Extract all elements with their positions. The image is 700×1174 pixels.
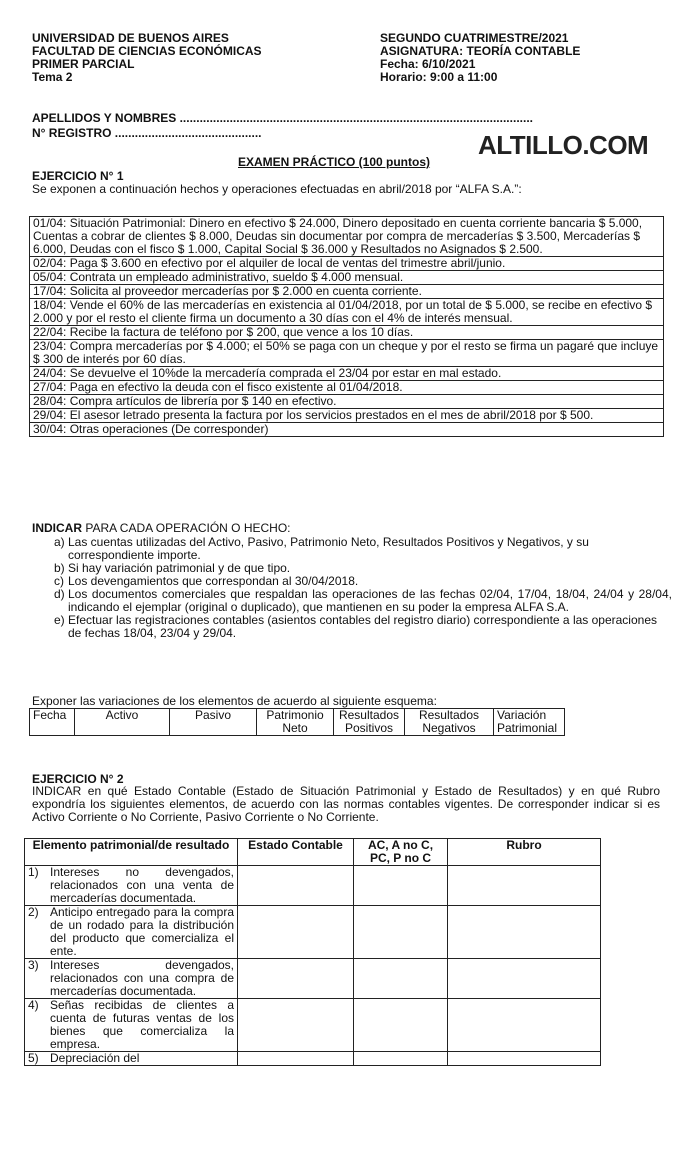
element-text: Señas recibidas de clientes a cuenta de futuras ventas de los bienes que comercializa la empresa. <box>50 998 234 1051</box>
item-text: Las cuentas utilizadas del Activo, Pasivo, Patrimonio Neto, Resultados Positivos y Negativos, y su correspondiente importe. <box>68 535 589 563</box>
scheme-col-date: Fecha <box>30 709 75 736</box>
answer-cell[interactable] <box>238 959 354 999</box>
exam-title: EXAMEN PRÁCTICO (100 puntos) <box>238 155 431 169</box>
element-cell <box>25 1052 238 1066</box>
list-item <box>32 588 672 614</box>
exercise-1-title: EJERCICIO N° 1 <box>32 169 124 183</box>
answer-cell[interactable] <box>448 999 601 1052</box>
scheme-col-patrimonial-variation: Variación Patrimonial <box>494 709 565 736</box>
list-item <box>32 614 672 640</box>
operation-row <box>30 423 664 437</box>
item-text: Efectuar las registraciones contables (asientos contables del registro diario) correspondiente a las operaciones de fechas 18/04, 23/04 y 29/04. <box>68 613 657 641</box>
operations-table <box>29 216 664 437</box>
operation-text: 28/04: Compra artículos de librería por $ 140 en efectivo. <box>30 395 664 409</box>
header-course-info <box>380 32 580 84</box>
table-row <box>25 1052 601 1066</box>
header-institution <box>32 32 262 84</box>
row-number: 1) <box>28 865 39 879</box>
element-cell <box>25 999 238 1052</box>
list-item <box>32 536 672 562</box>
operation-row <box>30 271 664 285</box>
row-number: 5) <box>28 1051 39 1065</box>
col-statement: Estado Contable <box>238 839 354 866</box>
operation-text: 18/04: Vende el 60% de las mercaderías en existencia al 01/04/2018, por un total de $ 5.000, se recibe en efectivo $ 2.000 y por el resto el cliente firma un documento a 30 días con el 4% de interés mensual. <box>30 299 664 326</box>
operation-text: 29/04: El asesor letrado presenta la factura por los servicios prestados en el mes de abril/2018 por $ 500. <box>30 409 664 423</box>
exercise-1-intro: Se exponen a continuación hechos y operaciones efectuadas en abril/2018 por “ALFA S.A.”: <box>32 182 522 196</box>
answer-cell[interactable] <box>354 1052 448 1066</box>
operation-row <box>30 326 664 340</box>
scheme-instruction: Exponer las variaciones de los elementos de acuerdo al siguiente esquema: <box>32 694 437 708</box>
header-date: Fecha: 6/10/2021 <box>380 57 476 71</box>
register-field: N° REGISTRO ............................................ <box>32 126 262 140</box>
operation-row <box>30 381 664 395</box>
instructions-keyword: INDICAR <box>32 521 82 535</box>
answer-cell[interactable] <box>238 866 354 906</box>
header-theme: Tema 2 <box>32 70 73 84</box>
col-rubro: Rubro <box>448 839 601 866</box>
operation-row <box>30 257 664 271</box>
operation-row <box>30 409 664 423</box>
operation-text: 24/04: Se devuelve el 10%de la mercadería comprada el 23/04 por estar en mal estado. <box>30 367 664 381</box>
scheme-col-liability: Pasivo <box>170 709 257 736</box>
operation-row <box>30 299 664 326</box>
header-exam-type: PRIMER PARCIAL <box>32 57 135 71</box>
item-letter: e) <box>54 613 65 628</box>
operation-text: 02/04: Paga $ 3.600 en efectivo por el alquiler de local de ventas del trimestre abril/junio. <box>30 257 664 271</box>
scheme-col-equity: Patrimonio Neto <box>257 709 334 736</box>
element-cell <box>25 906 238 959</box>
answer-cell[interactable] <box>354 866 448 906</box>
header-university: UNIVERSIDAD DE BUENOS AIRES <box>32 31 229 45</box>
table-row <box>25 866 601 906</box>
row-number: 2) <box>28 905 39 919</box>
answer-cell[interactable] <box>354 959 448 999</box>
answer-cell[interactable] <box>448 1052 601 1066</box>
col-classification: AC, A no C, PC, P no C <box>354 839 448 866</box>
operation-text: 17/04: Solicita al proveedor mercaderías por $ 2.000 en cuenta corriente. <box>30 285 664 299</box>
item-text: Los devengamientos que correspondan al 30/04/2018. <box>68 574 359 589</box>
instructions-heading-rest: PARA CADA OPERACIÓN O HECHO: <box>82 521 291 535</box>
table-row <box>25 999 601 1052</box>
operation-row <box>30 395 664 409</box>
item-letter: d) <box>54 587 65 602</box>
operation-row <box>30 367 664 381</box>
answer-cell[interactable] <box>238 1052 354 1066</box>
element-text: Intereses devengados, relacionados con una compra de mercaderías documentada. <box>50 958 234 998</box>
answer-cell[interactable] <box>448 866 601 906</box>
answer-cell[interactable] <box>354 906 448 959</box>
col-element: Elemento patrimonial/de resultado <box>25 839 238 866</box>
item-text: Si hay variación patrimonial y de que tipo. <box>68 561 291 576</box>
elements-table <box>24 838 601 1066</box>
operation-text: 27/04: Paga en efectivo la deuda con el fisco existente al 01/04/2018. <box>30 381 664 395</box>
item-letter: a) <box>54 535 65 550</box>
exercise-2-text: INDICAR en qué Estado Contable (Estado de Situación Patrimonial y Estado de Resultados) y en qué Rubro expondría los siguientes elementos, de acuerdo con las normas contables vigentes. De corresponder indicar si es Activo Corriente o No Corriente, Pasivo Corriente o No Corriente. <box>32 784 660 824</box>
operation-text: 01/04: Situación Patrimonial: Dinero en efectivo $ 24.000, Dinero depositado en cuenta corriente bancaria $ 5.000, Cuentas a cobrar de clientes $ 8.000, Deudas sin documentar por compra de mercaderías $ 3.500, Mercaderías $ 6.000, Deudas con el fisco $ 1.000, Capital Social $ 36.000 y Resultados no Asignados $ 2.500. <box>30 217 664 257</box>
watermark-logo: ALTILLO.COM <box>478 130 649 160</box>
instructions-block <box>32 521 672 640</box>
operation-text: 30/04: Otras operaciones (De corresponder) <box>30 423 664 437</box>
operation-row <box>30 340 664 367</box>
item-letter: c) <box>54 574 64 589</box>
header-subject: ASIGNATURA: TEORÍA CONTABLE <box>380 44 581 58</box>
variation-scheme-table <box>29 708 565 736</box>
element-text: Depreciación del <box>50 1051 140 1065</box>
answer-cell[interactable] <box>448 959 601 999</box>
exercise-2-title: EJERCICIO N° 2 <box>32 772 124 786</box>
answer-cell[interactable] <box>448 906 601 959</box>
row-number: 3) <box>28 958 39 972</box>
item-letter: b) <box>54 561 65 576</box>
element-text: Anticipo entregado para la compra de un rodado para la distribución del producto que comercializa el ente. <box>50 905 234 958</box>
item-text: Los documentos comerciales que respaldan las operaciones de las fechas 02/04, 17/04, 18/04, 24/04 y 28/04, indicando el ejemplar (original o duplicado), que mantienen en su poder la empresa ALFA S.A. <box>68 587 672 615</box>
table-row <box>25 906 601 959</box>
element-cell <box>25 959 238 999</box>
student-fields <box>32 111 533 141</box>
operation-row <box>30 217 664 257</box>
operation-row <box>30 285 664 299</box>
table-row <box>25 959 601 999</box>
element-text: Intereses no devengados, relacionados con una venta de mercaderías documentada. <box>50 865 234 905</box>
operation-text: 22/04: Recibe la factura de teléfono por $ 200, que vence a los 10 días. <box>30 326 664 340</box>
scheme-col-asset: Activo <box>75 709 170 736</box>
scheme-col-positive-results: Resultados Positivos <box>334 709 405 736</box>
instructions-list <box>32 536 672 640</box>
operation-text: 23/04: Compra mercaderías por $ 4.000; el 50% se paga con un cheque y por el resto se firma un pagaré que incluye $ 300 de interés por 60 días. <box>30 340 664 367</box>
scheme-col-negative-results: Resultados Negativos <box>405 709 494 736</box>
answer-cell[interactable] <box>238 906 354 959</box>
header-term: SEGUNDO CUATRIMESTRE/2021 <box>380 31 569 45</box>
answer-cell[interactable] <box>354 999 448 1052</box>
instructions-heading <box>32 521 672 535</box>
names-field: APELLIDOS Y NOMBRES .......................................................................................................... <box>32 111 533 125</box>
row-number: 4) <box>28 998 39 1012</box>
header-faculty: FACULTAD DE CIENCIAS ECONÓMICAS <box>32 44 262 58</box>
operation-text: 05/04: Contrata un empleado administrativo, sueldo $ 4.000 mensual. <box>30 271 664 285</box>
element-cell <box>25 866 238 906</box>
header-schedule: Horario: 9:00 a 11:00 <box>380 70 498 84</box>
answer-cell[interactable] <box>238 999 354 1052</box>
